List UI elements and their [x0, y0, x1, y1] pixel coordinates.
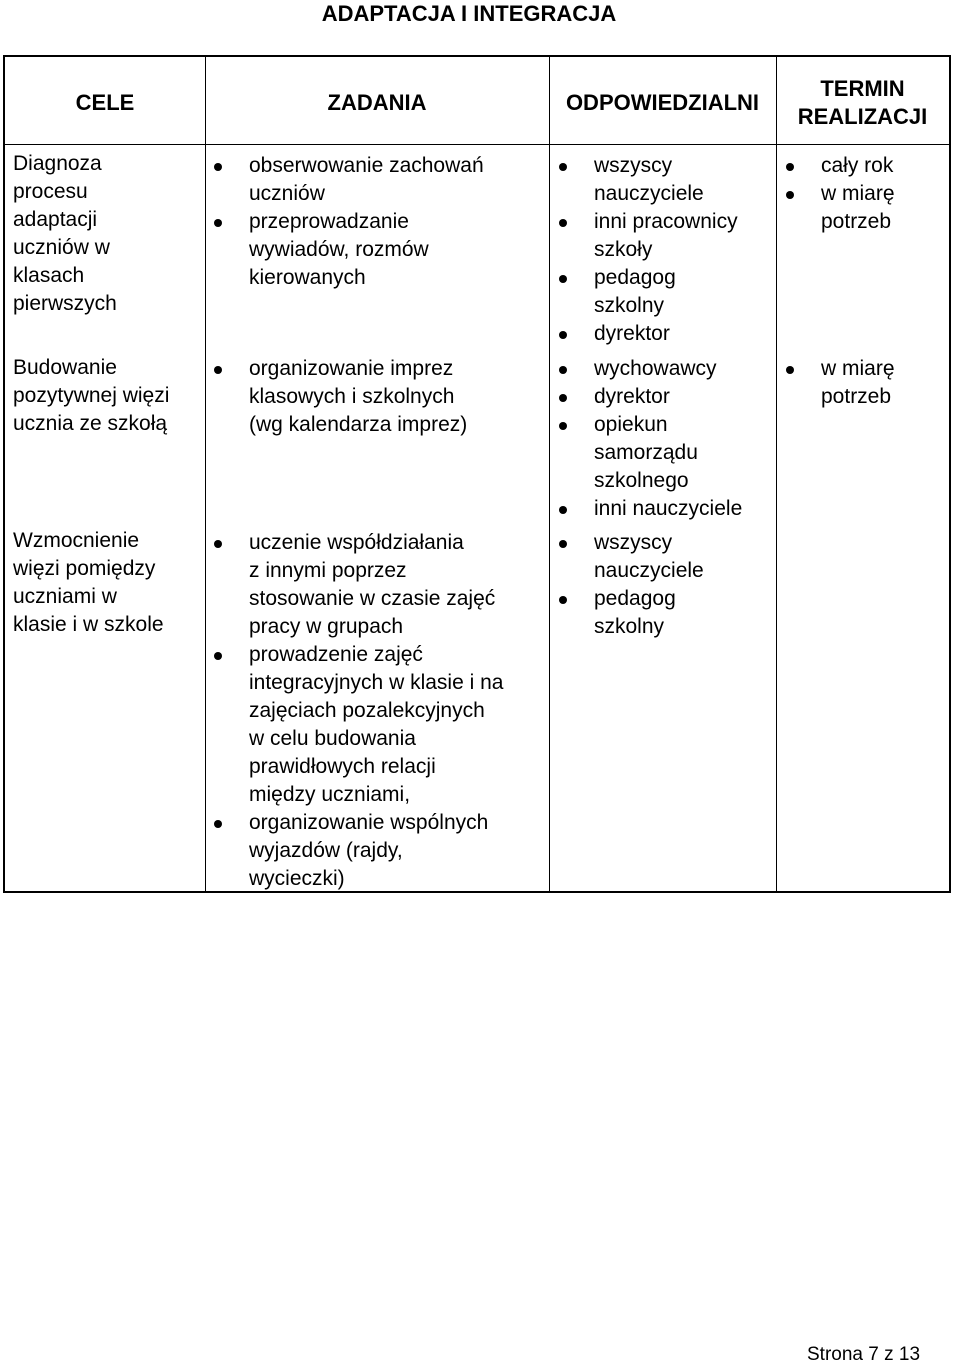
- header-cele: CELE: [75, 90, 135, 115]
- term-item: w miarę potrzeb: [783, 355, 947, 411]
- task-item: uczenie współdziałania z innymi poprzez stosowanie w czasie zajęć pracy w grupach: [211, 529, 547, 641]
- goal-text: uczniów w: [13, 236, 110, 259]
- term-item: w miarę potrzeb: [783, 180, 947, 236]
- term-item: cały rok: [783, 152, 947, 180]
- goal-text: klasach: [13, 264, 85, 287]
- responsible-list-budowanie: [556, 355, 774, 523]
- responsible-list-wzmocnienie: [556, 529, 774, 641]
- header-termin-line: REALIZACJI: [797, 104, 928, 129]
- tasks-list-diagnoza: [211, 152, 547, 292]
- goal-cell-diagnoza: [13, 150, 199, 318]
- responsible-item: inni nauczyciele: [556, 495, 774, 523]
- responsible-item: wszyscy nauczyciele: [556, 529, 774, 585]
- column-divider: [205, 57, 206, 891]
- header-termin-line: TERMIN: [820, 76, 905, 101]
- goal-text: pierwszych: [13, 292, 117, 315]
- responsible-item: pedagog szkolny: [556, 264, 774, 320]
- task-item: obserwowanie zachowań uczniów: [211, 152, 547, 208]
- goal-cell-budowanie: [13, 354, 199, 438]
- document-title: ADAPTACJA I INTEGRACJA: [321, 1, 617, 26]
- responsible-item: pedagog szkolny: [556, 585, 774, 641]
- task-item: przeprowadzanie wywiadów, rozmów kierowanych: [211, 208, 547, 292]
- term-list-budowanie: [783, 355, 947, 411]
- header-divider: [5, 144, 949, 145]
- task-item: prowadzenie zajęć integracyjnych w klasie i na zajęciach pozalekcyjnych w celu budowania prawidłowych relacji między uczniami,: [211, 641, 547, 809]
- header-odpowiedzialni: ODPOWIEDZIALNI: [565, 90, 760, 115]
- goal-text: ucznia ze szkołą: [13, 412, 168, 435]
- plan-table: [3, 55, 951, 893]
- goal-text: procesu: [13, 180, 88, 203]
- column-divider: [776, 57, 777, 891]
- responsible-item: dyrektor: [556, 320, 774, 348]
- responsible-item: inni pracownicy szkoły: [556, 208, 774, 264]
- task-item: organizowanie imprez klasowych i szkolnych (wg kalendarza imprez): [211, 355, 547, 439]
- goal-text: Budowanie: [13, 356, 117, 379]
- term-list-diagnoza: [783, 152, 947, 236]
- header-termin-realizacji: [776, 75, 949, 131]
- responsible-item: dyrektor: [556, 383, 774, 411]
- task-item: organizowanie wspólnych wyjazdów (rajdy, wycieczki): [211, 809, 547, 893]
- goal-text: Wzmocnienie: [13, 529, 140, 552]
- goal-text: uczniami w: [13, 585, 117, 608]
- responsible-item: wszyscy nauczyciele: [556, 152, 774, 208]
- page-number: Strona 7 z 13: [807, 1344, 921, 1365]
- goal-text: klasie i w szkole: [13, 613, 164, 636]
- column-divider: [549, 57, 550, 891]
- tasks-list-wzmocnienie: [211, 529, 547, 893]
- responsible-item: wychowawcy: [556, 355, 774, 383]
- goal-text: więzi pomiędzy: [13, 557, 156, 580]
- tasks-list-budowanie: [211, 355, 547, 439]
- goal-text: adaptacji: [13, 208, 98, 231]
- responsible-item: opiekun samorządu szkolnego: [556, 411, 774, 495]
- goal-text: Diagnoza: [13, 152, 102, 175]
- goal-text: pozytywnej więzi: [13, 384, 170, 407]
- header-zadania: ZADANIA: [327, 90, 427, 115]
- goal-cell-wzmocnienie: [13, 527, 199, 639]
- responsible-list-diagnoza: [556, 152, 774, 348]
